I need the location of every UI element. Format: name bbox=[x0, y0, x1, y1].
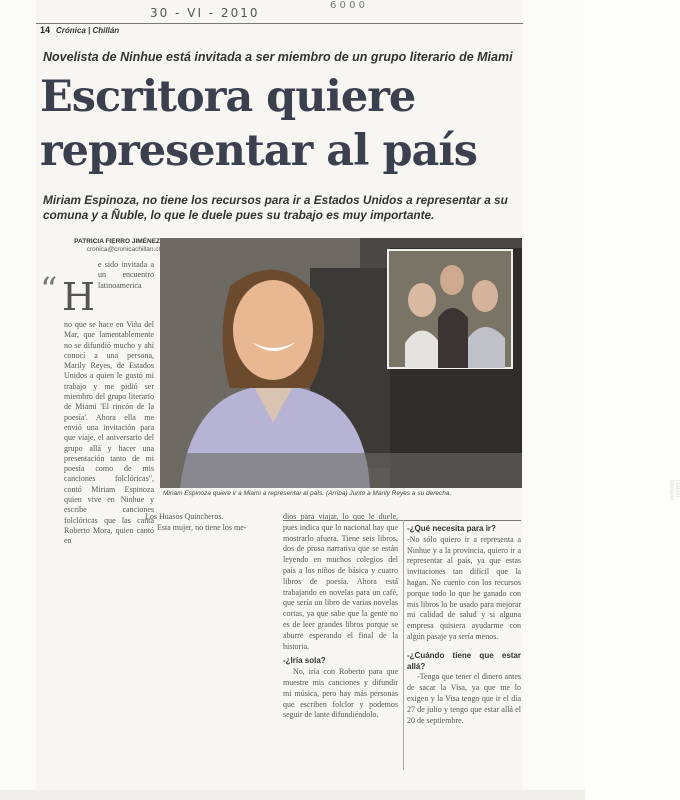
answer-1: No, iría con Roberto para que muestre mis canciones y difundir mi música, pero hay más personas que escriben folclor y podemos seguir de lante difundiéndolo. bbox=[283, 667, 398, 720]
column-divider bbox=[403, 520, 404, 770]
lead-text: e sido invitada a un encuentro latinoamerica bbox=[98, 260, 154, 290]
handwritten-date: 30 - VI - 2010 bbox=[150, 6, 260, 20]
quote-mark: “ bbox=[40, 270, 58, 310]
question-1: -¿Iría sola? bbox=[283, 656, 326, 666]
byline-name: PATRICIA FIERRO JIMÉNEZ bbox=[74, 238, 160, 245]
body-column-1-end: Los Huasos Quincheros. Esta mujer, no tiene los me- bbox=[145, 512, 247, 532]
section-label: Crónica | Chillán bbox=[56, 26, 120, 35]
article-headline bbox=[40, 70, 520, 178]
answer-2: -No sólo quiero ir a representa a Ninhue y a la provincia, quiero ir a representar al país, ya que estas invitaciones tan difícil que la hagan. No cuento con los recursos porque todo lo que he ganado con mis libros lo he usado para mejorar mi calidad de salud y si alguna empresa quisiera ayudarme con algún pasaje ya sería menos. bbox=[407, 534, 521, 641]
drop-cap: H bbox=[62, 275, 96, 319]
headline-line-1: Escritora quiere bbox=[40, 72, 416, 122]
question-2: -¿Qué necesita para ir? bbox=[407, 524, 496, 533]
photo-credit: Daniel Moreno bbox=[668, 480, 680, 501]
answer-3: -Tengo que tener el dinero antes de sacar la Visa, ya que me lo exigen y la Visa tengo que ir el día 27 de julio y tengo que estar allá el 20 de septiembre. bbox=[407, 672, 521, 725]
body-column-2: dios para viajar, lo que le duele, pues indica que lo nacional hay que mostrarlo afuera. Tiene seis libros, dos de prosa narrativa que se están leyendo en muchos colegios del país a los niños de básica y cuatro libros de poesía. Ahora está trabajando en novelas para un café, que sería un libro de varias novelas cortas, ya que sabe que la gente no es de leer grandes libros porque se aburre esperando el final de la historia. -¿Iría sola? No, iría con Roberto para que muestre mis canciones y difundir mi música, pero hay más personas que escriben folclor y podemos seguir de lante difundiéndolo. bbox=[283, 512, 398, 720]
photo-illustration bbox=[160, 238, 522, 488]
header-rule bbox=[36, 23, 523, 24]
body-column-1: no que se hace en Viña del Mar, que lamentablemente no se difundió mucho y ahí conocí a una persona, Marily Reyes, de Estados Unidos a quien le gustó mi trabajo y me pidió ser miembro del grupo literario de Miami 'El rincón de la poesía'. Ahora ella me envió una invitación para que viaje, el aniversario del grupo allá y hacer una presentación tanto de mi poesía como de mis canciones folclóricas", contó Miriam Espinoza quien vive en Ninhue y escribe canciones folclóricas que las canta Roberto Mora, quien cantó en bbox=[64, 320, 154, 546]
byline bbox=[60, 238, 160, 254]
headline-line-2: representar al país bbox=[40, 126, 477, 176]
body-column-3 bbox=[407, 524, 521, 726]
photo-caption: Miriam Espinoza quiere ir a Miami a representar al país. (Arriba) Junto a Marily Reyes a su derecha. bbox=[163, 490, 452, 497]
page-number: 14 bbox=[40, 25, 51, 35]
byline-email: cronica@cronicachillan.cl bbox=[86, 246, 160, 253]
handwritten-stamp: 6 0 0 0 bbox=[330, 0, 365, 11]
scan-margin bbox=[0, 790, 585, 800]
article-deck: Miriam Espinoza, no tiene los recursos para ir a Estados Unidos a representar a su comuna y a Ñuble, lo que le duele pues su trabajo es muy importante. bbox=[43, 193, 508, 222]
article-kicker: Novelista de Ninhue está invitada a ser miembro de un grupo literario de Miami bbox=[43, 50, 513, 64]
question-3: -¿Cuándo tiene que estar allá? bbox=[407, 650, 521, 671]
